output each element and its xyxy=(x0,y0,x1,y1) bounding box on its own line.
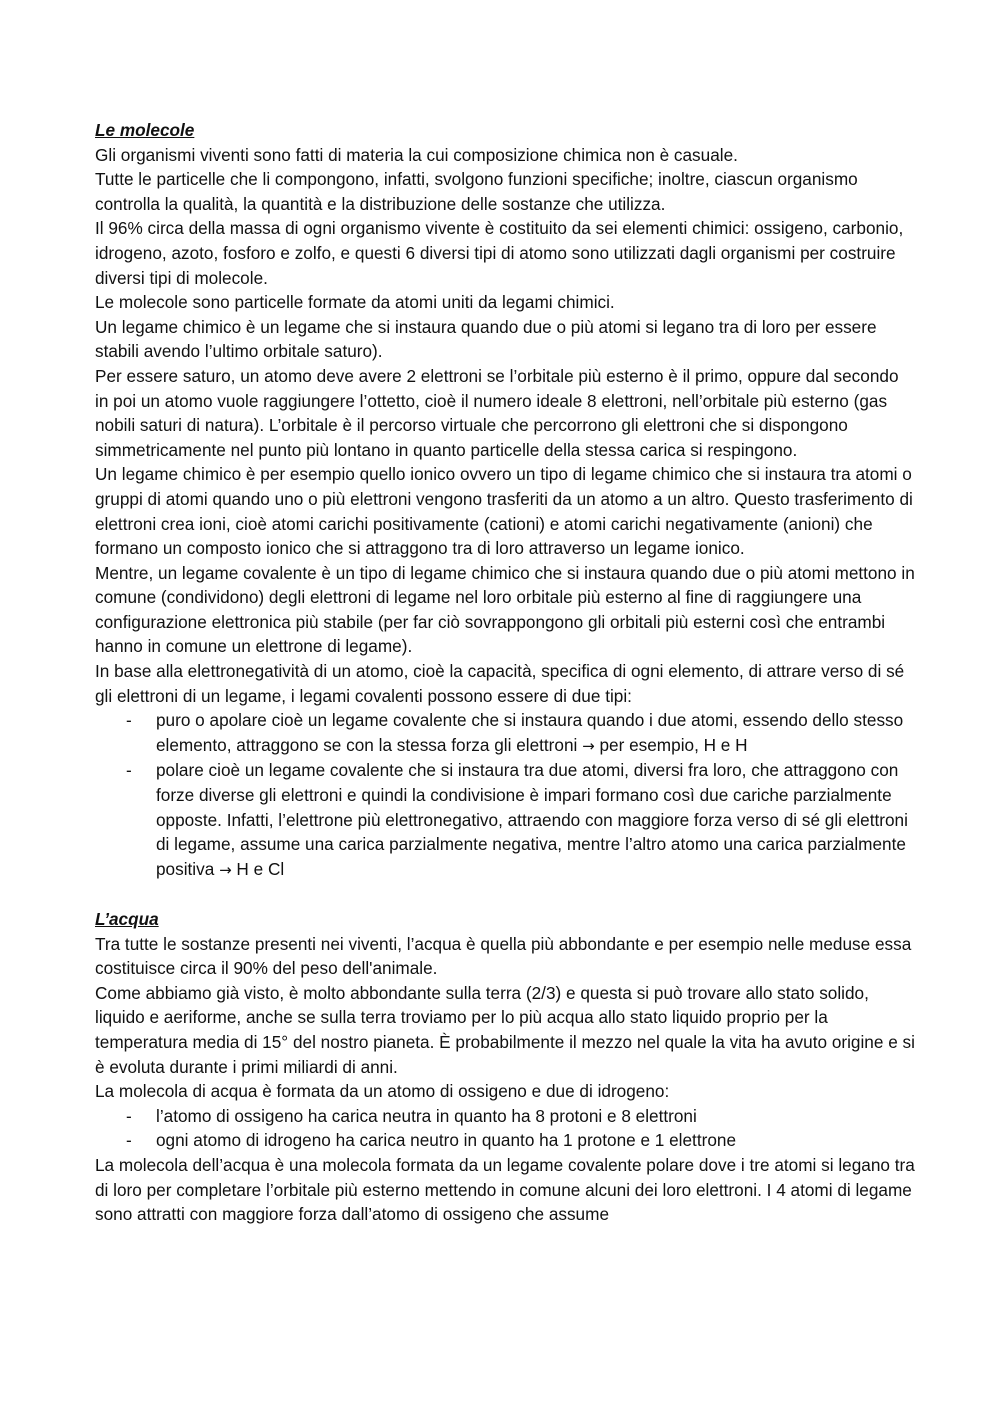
section-spacer xyxy=(95,882,915,907)
list-item-tail: H e Cl xyxy=(236,858,285,879)
paragraph: Un legame chimico è un legame che si instaura quando due o più atomi si legano tra di loro per essere stabili avendo l’ultimo orbitale saturo). xyxy=(95,316,877,362)
list-item-text: l’atomo di ossigeno ha carica neutra in quanto ha 8 protoni e 8 elettroni xyxy=(156,1105,697,1126)
dash-marker: - xyxy=(126,1130,132,1151)
list-item-text: polare cioè un legame covalente che si instaura tra due atomi, diversi fra loro, che attraggono con forze diverse gli elettroni e quindi la condivisione è impari formano così due cariche parzialmente opposte. Infatti, l’elettrone più elettronegativo, attraendo con maggiore forza verso di sé gli elettroni di legame, assume una carica parzialmente negativa, mentre l’altro atomo una carica parzialmente positiva xyxy=(156,760,908,879)
list-item xyxy=(95,708,915,758)
covalent-bond-list xyxy=(95,708,915,882)
paragraph: La molecola di acqua è formata da un atomo di ossigeno e due di idrogeno: xyxy=(95,1081,670,1102)
list-item-text: ogni atomo di idrogeno ha carica neutro in quanto ha 1 protone e 1 elettrone xyxy=(156,1130,737,1151)
dash-marker: - xyxy=(126,760,132,781)
list-item xyxy=(95,1104,915,1129)
list-item-tail: per esempio, H e H xyxy=(599,734,748,755)
list-item-text: puro o apolare cioè un legame covalente che si instaura quando i due atomi, essendo dello stesso elemento, attraggono se con la stessa forza gli elettroni xyxy=(156,710,904,755)
paragraph: Le molecole sono particelle formate da atomi uniti da legami chimici. xyxy=(95,292,615,313)
water-atoms-list xyxy=(95,1104,915,1153)
arrow-right-icon: → xyxy=(582,736,595,755)
paragraph: Per essere saturo, un atomo deve avere 2 elettroni se l’orbitale più esterno è il primo, oppure dal secondo in poi un atomo vuole raggiungere l’ottetto, cioè il numero ideale 8 elettroni, nell’orbitale più esterno (gas nobili saturi di natura). L’orbitale è il percorso virtuale che percorrono gli elettroni che si dispongono simmetricamente nel punto più lontano in quanto particelle della stessa carica si respingono. xyxy=(95,365,899,460)
paragraph: Tra tutte le sostanze presenti nei viventi, l’acqua è quella più abbondante e per esempio nelle meduse essa costituisce circa il 90% del peso dell'animale. xyxy=(95,933,912,979)
paragraph: Gli organismi viventi sono fatti di materia la cui composizione chimica non è casuale. xyxy=(95,144,738,165)
paragraph: Mentre, un legame covalente è un tipo di legame chimico che si instaura quando due o più atomi mettono in comune (condividono) degli elettroni di legame nel loro orbitale più esterno al fine di raggiungere una configurazione elettronica più stabile (per far ciò sovrappongono gli orbitali più esterni così che entrambi hanno in comune un elettrone di legame). xyxy=(95,562,915,657)
paragraph: Tutte le particelle che li compongono, infatti, svolgono funzioni specifiche; inoltre, ciascun organismo controlla la qualità, la quantità e la distribuzione delle sostanze che utilizza. xyxy=(95,169,858,214)
arrow-right-icon: → xyxy=(219,860,232,879)
section-heading-acqua: L’acqua xyxy=(95,909,159,929)
paragraph: Come abbiamo già visto, è molto abbondante sulla terra (2/3) e questa si può trovare allo stato solido, liquido e aeriforme, anche se sulla terra troviamo per lo più acqua allo stato liquido proprio per la temperatura media di 15° del nostro pianeta. È probabilmente il mezzo nel quale la vita ha avuto origine e si è evoluta durante i primi miliardi di anni. xyxy=(95,982,915,1077)
section-heading-molecole: Le molecole xyxy=(95,120,195,140)
paragraph: Un legame chimico è per esempio quello ionico ovvero un tipo di legame chimico che si instaura tra atomi o gruppi di atomi quando uno o più elettroni vengono trasferiti da un atomo a un altro. Questo trasferimento di elettroni crea ioni, cioè atomi carichi positivamente (cationi) e atomi carichi negativamente (anioni) che formano un composto ionico che si attraggono tra di loro attraverso un legame ionico. xyxy=(95,464,913,559)
list-item xyxy=(95,1128,915,1153)
dash-marker: - xyxy=(126,1105,132,1126)
paragraph: Il 96% circa della massa di ogni organismo vivente è costituito da sei elementi chimici: ossigeno, carbonio, idrogeno, azoto, fosforo e zolfo, e questi 6 diversi tipi di atomo sono utilizzati dagli organismi per costruire diversi tipi di molecole. xyxy=(95,218,904,288)
list-item xyxy=(95,758,915,882)
paragraph: La molecola dell’acqua è una molecola formata da un legame covalente polare dove i tre atomi si legano tra di loro per completare l’orbitale più esterno mettendo in comune alcuni dei loro elettroni. I 4 atomi di legame sono attratti con maggiore forza dall’atomo di ossigeno che assume xyxy=(95,1154,915,1225)
paragraph: In base alla elettronegatività di un atomo, cioè la capacità, specifica di ogni elemento, di attrare verso di sé gli elettroni di un legame, i legami covalenti possono essere di due tipi: xyxy=(95,661,905,706)
dash-marker: - xyxy=(126,710,132,731)
document-page xyxy=(95,118,915,1227)
